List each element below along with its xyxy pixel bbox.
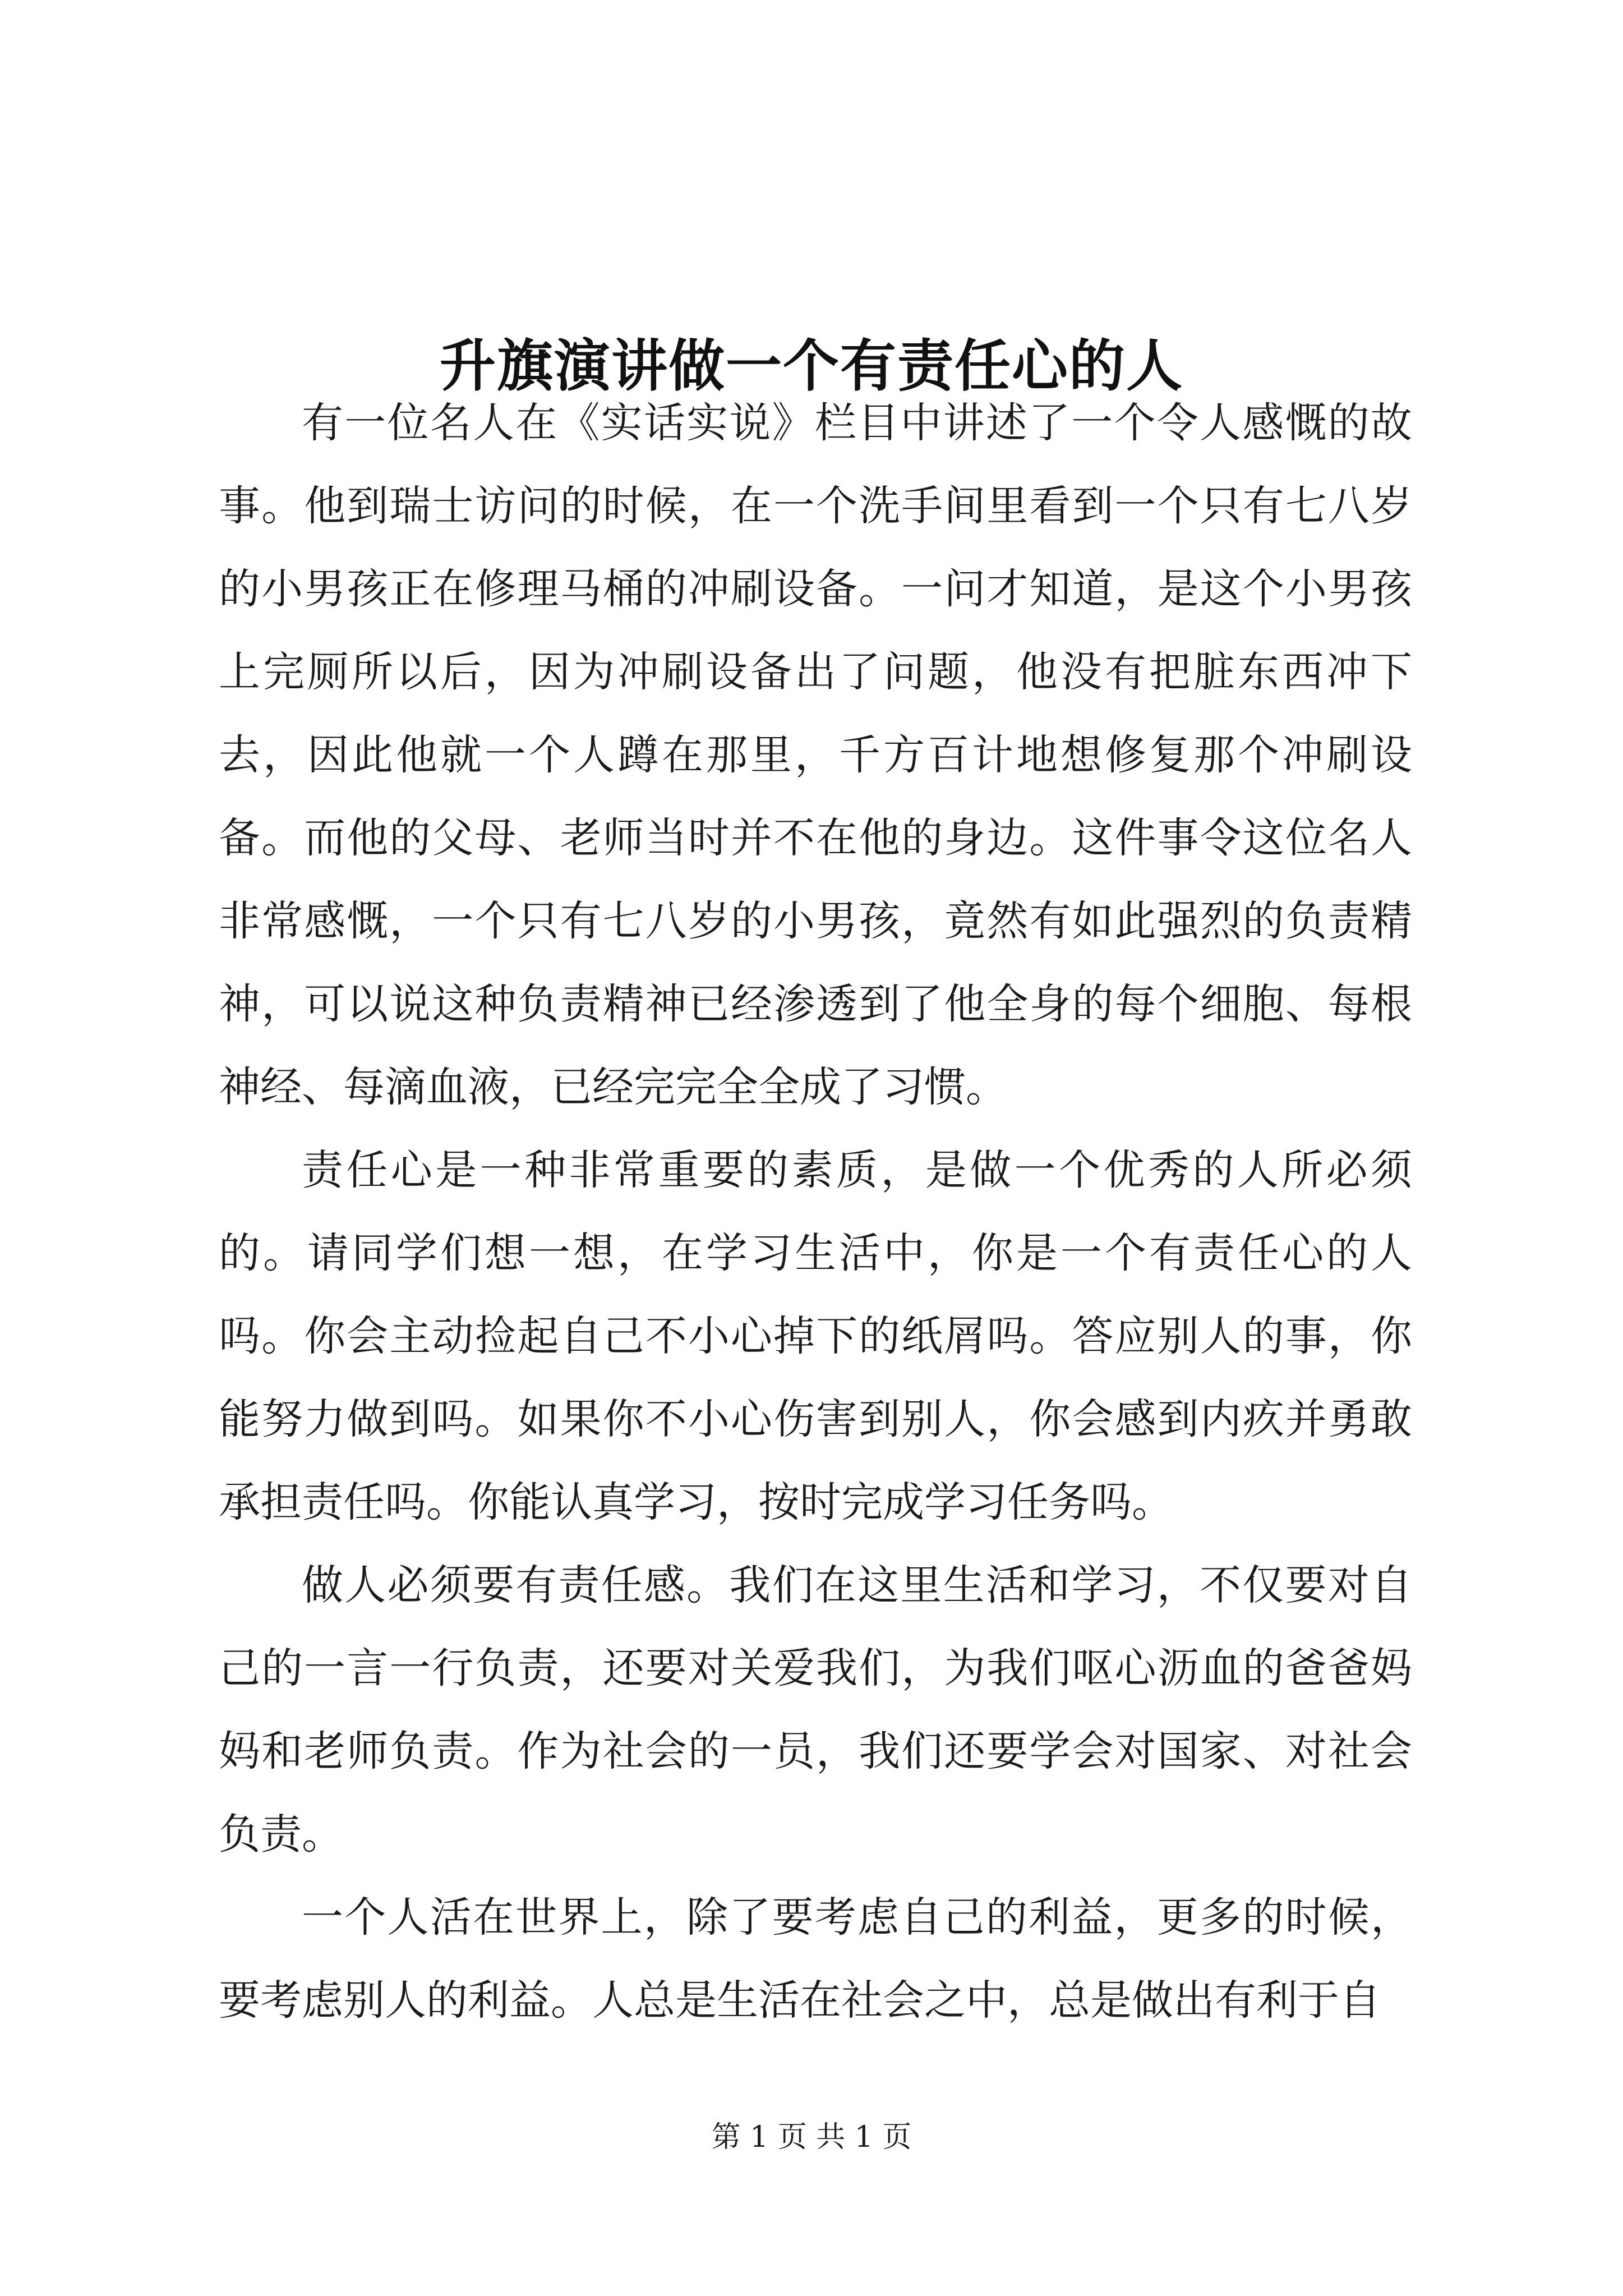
paragraph-4: 一个人活在世界上，除了要考虑自己的利益，更多的时候，要考虑别人的利益。人总是生活在社会之中，总是做出有利于自 [219, 1893, 1412, 2024]
paragraph-2: 责任心是一种非常重要的素质，是做一个优秀的人所必须的。请同学们想一想，在学习生活中，你是一个有责任心的人吗。你会主动捡起自己不小心掉下的纸屑吗。答应别人的事，你能努力做到吗。如果你不小心伤害到别人，你会感到内疚并勇敢承担责任吗。你能认真学习，按时完成学习任务吗。 [219, 1146, 1412, 1526]
paragraph-3: 做人必须要有责任感。我们在这里生活和学习，不仅要对自己的一言一行负责，还要对关爱我们，为我们呕心沥血的爸爸妈妈和老师负责。作为社会的一员，我们还要学会对国家、对社会负责。 [219, 1561, 1412, 1858]
paragraph-1: 有一位名人在《实话实说》栏目中讲述了一个令人感慨的故事。他到瑞士访问的时候，在一个洗手间里看到一个只有七八岁的小男孩正在修理马桶的冲刷设备。一问才知道，是这个小男孩上完厕所以后，因为冲刷设备出了问题，他没有把脏东西冲下去，因此他就一个人蹲在那里，千方百计地想修复那个冲刷设备。而他的父母、老师当时并不在他的身边。这件事令这位名人非常感慨，一个只有七八岁的小男孩，竟然有如此强烈的负责精神，可以说这种负责精神已经渗透到了他全身的每个细胞、每根神经、每滴血液，已经完完全全成了习惯。 [219, 399, 1412, 1111]
page-number-footer: 第 1 页 共 1 页 [711, 2120, 912, 2154]
document-title: 升旗演讲做一个有责任心的人 [440, 333, 1183, 399]
document-body [219, 381, 1412, 2042]
